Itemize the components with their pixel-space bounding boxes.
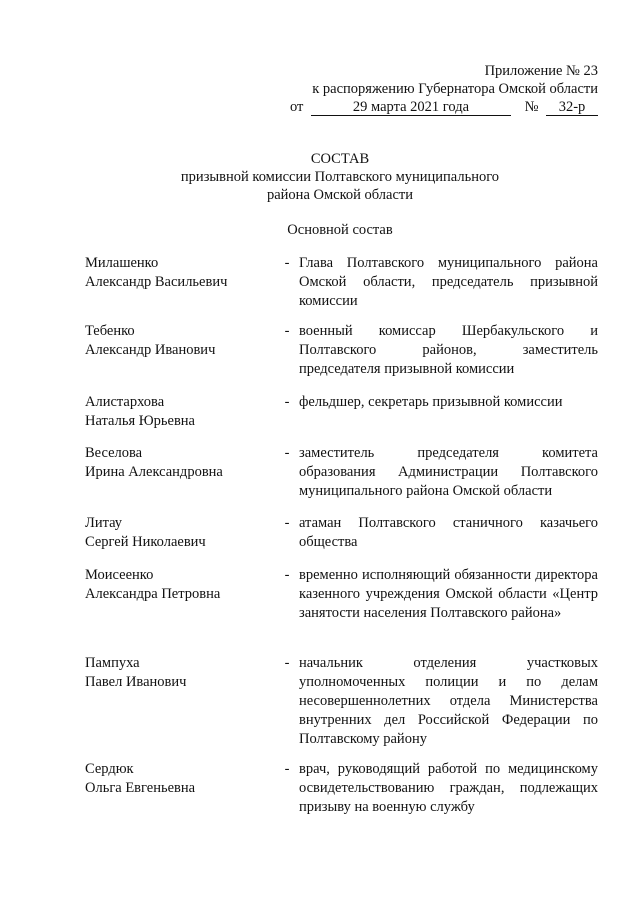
member-position: врач, руководящий работой по медицинскому освидетельствованию граждан, подлежащих призыву на военную службу	[299, 761, 598, 815]
member-position: заместитель председателя комитета образования Администрации Полтавского муниципального района Омской области	[299, 445, 598, 499]
member-surname: Пампуха	[85, 655, 140, 671]
separator-dash: -	[284, 761, 290, 777]
order-date-line	[290, 98, 598, 116]
separator-dash: -	[284, 255, 290, 271]
order-reference: к распоряжению Губернатора Омской области	[312, 81, 598, 97]
separator-dash: -	[284, 394, 290, 410]
member-given-names: Наталья Юрьевна	[85, 413, 195, 429]
member-row	[85, 514, 598, 552]
member-row	[85, 760, 598, 817]
order-number: 32-р	[546, 99, 598, 116]
separator-dash: -	[284, 323, 290, 339]
member-name	[85, 254, 275, 311]
separator-dash: -	[284, 567, 290, 583]
member-given-names: Александра Петровна	[85, 586, 221, 602]
member-name	[85, 514, 275, 552]
member-row	[85, 444, 598, 501]
member-name	[85, 566, 275, 623]
member-name	[85, 654, 275, 749]
member-row	[85, 566, 598, 623]
order-date: 29 марта 2021 года	[311, 99, 511, 116]
document-header	[290, 62, 598, 116]
member-position: Глава Полтавского муниципального района Омской области, председатель призывной комиссии	[299, 255, 598, 309]
member-row	[85, 254, 598, 311]
member-position: временно исполняющий обязанности директора казенного учреждения Омской области «Центр занятости населения Полтавского района»	[299, 567, 598, 621]
member-position: военный комиссар Шербакульского и Полтавского районов, заместитель председателя призывной комиссии	[299, 323, 598, 377]
member-surname: Моисеенко	[85, 567, 154, 583]
composition-heading: СОСТАВ	[310, 151, 370, 167]
member-surname: Алистархова	[85, 394, 165, 410]
member-surname: Литау	[85, 515, 123, 531]
member-surname: Милашенко	[85, 255, 159, 271]
member-position: начальник отделения участковых уполномоченных полиции и по делам несовершеннолетних отдела Министерства внутренних дел Российской Федерации по Полтавскому району	[299, 655, 598, 747]
member-name	[85, 444, 275, 501]
member-given-names: Александр Иванович	[85, 342, 216, 358]
member-row	[85, 322, 598, 379]
from-label: от	[290, 99, 304, 115]
member-row	[85, 393, 598, 431]
member-row	[85, 654, 598, 749]
member-position: фельдшер, секретарь призывной комиссии	[299, 394, 563, 410]
member-given-names: Ирина Александровна	[85, 464, 223, 480]
section-title: Основной состав	[287, 222, 393, 238]
number-label: №	[524, 99, 539, 115]
commission-title-line1: призывной комиссии Полтавского муниципального	[180, 169, 500, 185]
member-given-names: Сергей Николаевич	[85, 534, 206, 550]
member-position: атаман Полтавского станичного казачьего общества	[299, 515, 598, 550]
member-given-names: Александр Васильевич	[85, 274, 228, 290]
member-surname: Тебенко	[85, 323, 135, 339]
member-given-names: Павел Иванович	[85, 674, 187, 690]
separator-dash: -	[284, 655, 290, 671]
member-surname: Веселова	[85, 445, 143, 461]
member-name	[85, 760, 275, 817]
commission-title-line2: района Омской области	[266, 187, 413, 203]
appendix-number: Приложение № 23	[484, 63, 598, 79]
member-name	[85, 322, 275, 379]
separator-dash: -	[284, 515, 290, 531]
member-name	[85, 393, 275, 431]
separator-dash: -	[284, 445, 290, 461]
member-surname: Сердюк	[85, 761, 134, 777]
member-given-names: Ольга Евгеньевна	[85, 780, 196, 796]
